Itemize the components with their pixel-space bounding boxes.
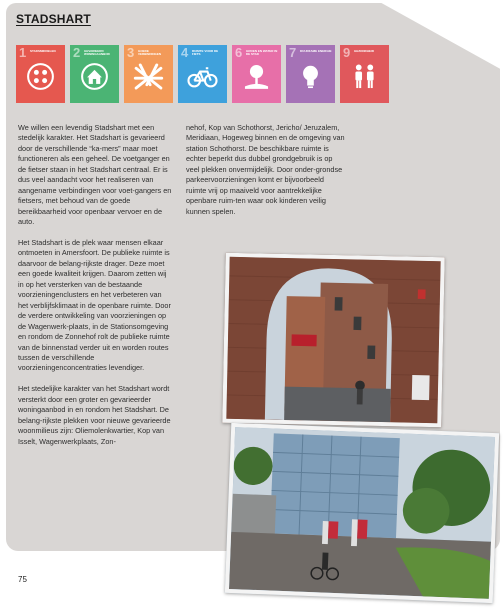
goal-number: 4 (181, 45, 189, 60)
bicycle-icon (186, 60, 219, 93)
goal-tile-3 (124, 45, 173, 103)
goal-label: RUIMTE VOOR DE FIETS (192, 49, 219, 56)
goal-tile-6 (232, 45, 281, 103)
two-people-icon (348, 60, 381, 93)
goal-number: 2 (73, 45, 81, 60)
goal-tile-4 (178, 45, 227, 103)
goal-number: 9 (343, 45, 351, 60)
paragraph: Het stedelijke karakter van het Stadshart wordt versterkt door een groter en gevarieerder woningaanbod in en rondom het Stadshart. De belang-rijkste plekken voor nieuwe gevarieerde woonmilieus zijn: Oliemolenkwartier, Kop van Isselt, Wagenwerkplaats, Zon- (18, 384, 171, 446)
house-family-icon (78, 60, 111, 93)
goal-tile-9 (340, 45, 389, 103)
goal-label: GEZONDHEID (354, 49, 375, 53)
photo-city-gate (222, 253, 445, 428)
page-number: 75 (18, 575, 27, 584)
lightbulb-icon (294, 60, 327, 93)
paragraph: We willen een levendig Stadshart met een stedelijk karakter. Het Stadshart is gevarieerd door de verschillende “ka-mers” maar moet functioneren als een geheel. De voetganger en de fietser staan in het Stadshart centraal. Er is dus veel aandacht voor het realiseren van aangename verbindingen voor voet-gangers en fietsers, met behoud van de goede bereikbaarheid voor openbaar vervoer en de auto. (18, 123, 172, 227)
goal-tile-1 (16, 45, 65, 103)
section-title: STADSHART (16, 12, 91, 26)
paragraph: nehof, Kop van Schothorst, Jericho/ Jeruzalem, Meridiaan, Hogeweg binnen en de omgeving van station Schothorst. De beschikbare ruimte is echter beperkt dus dubbel grondgebruik is op veel plekken onvermijdelijk. Door onder-grondse parkeervoorzieningen komt er bijvoorbeeld ruimte vrij op maaiveld voor aantrekkelijke openbare ruim-ten waar ook kinderen veilig kunnen spelen. (186, 123, 345, 216)
goal-label: STADSMIDDELEN (30, 49, 56, 53)
goal-icons-row (16, 45, 389, 103)
goal-number: 1 (19, 45, 27, 60)
text-column-left (18, 123, 173, 457)
goal-label: GEVARIEERD WONINGAANBOD (84, 49, 110, 56)
goal-number: 7 (289, 45, 297, 60)
photo-modern-building (225, 423, 499, 603)
tree-icon (240, 60, 273, 93)
goal-label: GROEN EN WATER IN DE STAD (246, 49, 278, 56)
goal-number: 3 (127, 45, 135, 60)
network-icon (132, 60, 165, 93)
goal-label: GOEDE VERBINDINGEN (138, 49, 162, 56)
text-column-right (186, 123, 346, 228)
paragraph: Het Stadshart is de plek waar mensen elkaar ontmoeten in Amersfoort. De publieke ruimte is daarvoor de belang-rijkste drager. Deze moet een goede kwaliteit krijgen. Daarom zetten wij in op het versterken van de bestaande voorzieningenclusters en het verbeteren van het verblijfsklimaat in de openbare ruimte. Door de verdere ontwikkeling van voorzieningen op de Wagenwerk-plaats, in de Stationsomgeving en rondom de Zonnehof rolt de publieke ruimte van de binnenstad verder uit en worden routes tussen de verschillende voorzieningenconcentraties levendiger. (18, 237, 171, 373)
goal-label: DUURZAME ENERGIE (300, 49, 332, 53)
goal-number: 6 (235, 45, 243, 60)
goal-tile-7 (286, 45, 335, 103)
people-circle-icon (24, 60, 57, 93)
goal-tile-2 (70, 45, 119, 103)
